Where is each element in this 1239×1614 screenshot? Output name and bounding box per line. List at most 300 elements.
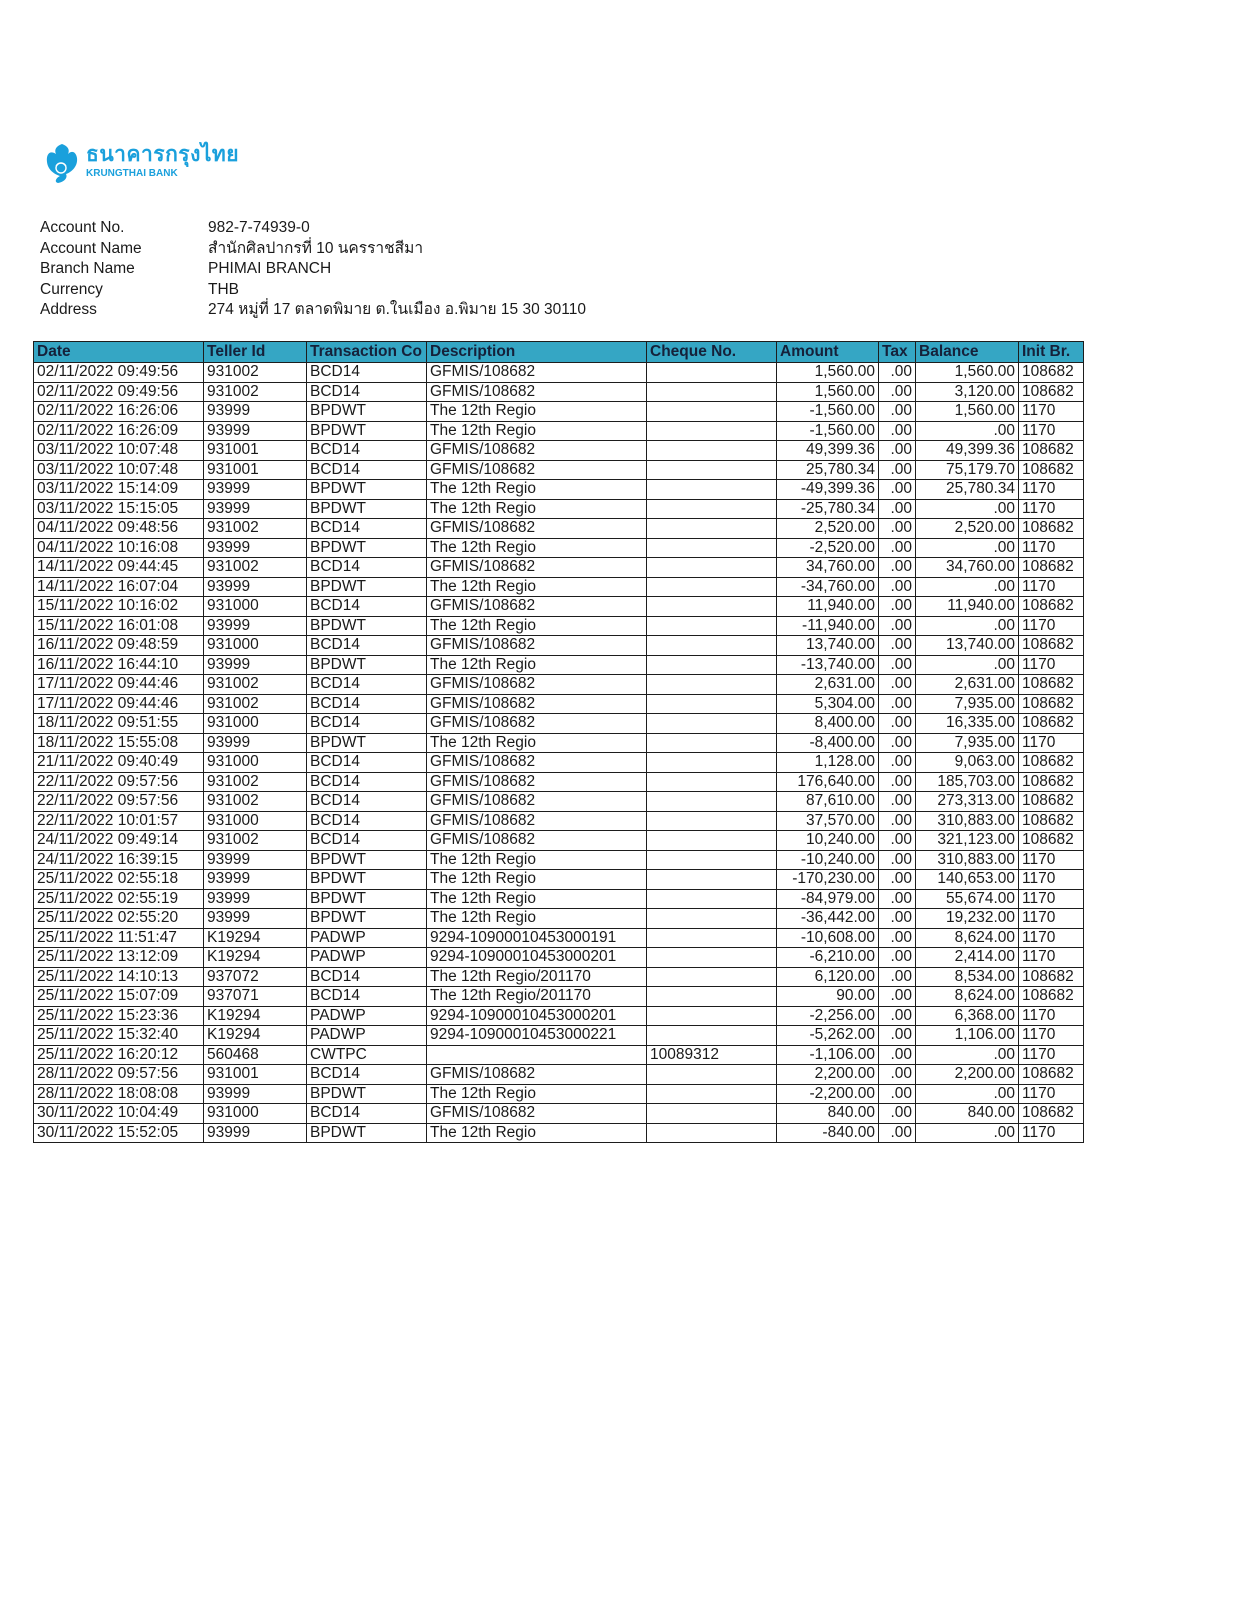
cell-balance: 6,368.00	[916, 1006, 1019, 1026]
table-row	[34, 772, 1084, 792]
cell-balance: 7,935.00	[916, 694, 1019, 714]
account-info	[40, 218, 586, 321]
cell-date: 02/11/2022 16:26:06	[34, 402, 204, 422]
cell-date: 02/11/2022 09:49:56	[34, 363, 204, 383]
cell-tax: .00	[879, 558, 916, 578]
cell-date: 03/11/2022 10:07:48	[34, 441, 204, 461]
currency-row	[40, 280, 586, 301]
table-row	[34, 967, 1084, 987]
cell-init-branch: 108682	[1019, 772, 1084, 792]
cell-teller-id: K19294	[204, 1026, 307, 1046]
cell-description: GFMIS/108682	[427, 714, 647, 734]
cell-description: GFMIS/108682	[427, 460, 647, 480]
cell-teller-id: 931002	[204, 363, 307, 383]
cell-date: 04/11/2022 09:48:56	[34, 519, 204, 539]
cell-date: 15/11/2022 16:01:08	[34, 616, 204, 636]
cell-balance: 1,560.00	[916, 402, 1019, 422]
cell-balance: 34,760.00	[916, 558, 1019, 578]
cell-transaction-code: BPDWT	[307, 402, 427, 422]
cell-tax: .00	[879, 987, 916, 1007]
cell-teller-id: 931001	[204, 460, 307, 480]
table-row	[34, 675, 1084, 695]
cell-description: The 12th Regio	[427, 870, 647, 890]
cell-tax: .00	[879, 889, 916, 909]
cell-tax: .00	[879, 382, 916, 402]
column-header-init-branch: Init Br.	[1019, 342, 1084, 363]
cell-init-branch: 108682	[1019, 753, 1084, 773]
table-row	[34, 519, 1084, 539]
cell-description: GFMIS/108682	[427, 831, 647, 851]
cell-transaction-code: BCD14	[307, 753, 427, 773]
cell-teller-id: 93999	[204, 577, 307, 597]
cell-init-branch: 108682	[1019, 441, 1084, 461]
cell-description: GFMIS/108682	[427, 519, 647, 539]
cell-cheque-no	[647, 967, 777, 987]
cell-description: GFMIS/108682	[427, 694, 647, 714]
cell-transaction-code: PADWP	[307, 948, 427, 968]
cell-tax: .00	[879, 870, 916, 890]
account-name-label: Account Name	[40, 239, 142, 257]
cell-date: 25/11/2022 16:20:12	[34, 1045, 204, 1065]
cell-description: GFMIS/108682	[427, 441, 647, 461]
cell-transaction-code: BCD14	[307, 967, 427, 987]
cell-transaction-code: BCD14	[307, 792, 427, 812]
cell-amount: 10,240.00	[777, 831, 879, 851]
cell-date: 04/11/2022 10:16:08	[34, 538, 204, 558]
cell-description: The 12th Regio	[427, 577, 647, 597]
cell-description: 9294-10900010453000191	[427, 928, 647, 948]
cell-cheque-no	[647, 772, 777, 792]
cell-init-branch: 108682	[1019, 363, 1084, 383]
cell-transaction-code: PADWP	[307, 1006, 427, 1026]
currency-value: THB	[208, 280, 239, 298]
cell-teller-id: K19294	[204, 928, 307, 948]
cell-date: 25/11/2022 02:55:20	[34, 909, 204, 929]
cell-transaction-code: BPDWT	[307, 577, 427, 597]
cell-tax: .00	[879, 519, 916, 539]
cell-init-branch: 1170	[1019, 577, 1084, 597]
cell-date: 30/11/2022 15:52:05	[34, 1123, 204, 1143]
cell-transaction-code: BCD14	[307, 1104, 427, 1124]
cell-amount: 87,610.00	[777, 792, 879, 812]
cell-teller-id: 931001	[204, 441, 307, 461]
cell-cheque-no	[647, 363, 777, 383]
cell-description: The 12th Regio	[427, 850, 647, 870]
address-value: 274 หมู่ที่ 17 ตลาดพิมาย ต.ในเมือง อ.พิมาย 15 30 30110	[208, 301, 586, 318]
cell-tax: .00	[879, 811, 916, 831]
cell-amount: -84,979.00	[777, 889, 879, 909]
cell-cheque-no	[647, 1104, 777, 1124]
cell-amount: 90.00	[777, 987, 879, 1007]
cell-date: 14/11/2022 16:07:04	[34, 577, 204, 597]
cell-transaction-code: BCD14	[307, 597, 427, 617]
table-row	[34, 1104, 1084, 1124]
cell-cheque-no	[647, 1006, 777, 1026]
cell-balance: .00	[916, 499, 1019, 519]
cell-description: GFMIS/108682	[427, 1104, 647, 1124]
table-row	[34, 499, 1084, 519]
cell-tax: .00	[879, 1045, 916, 1065]
cell-amount: 8,400.00	[777, 714, 879, 734]
cell-description: The 12th Regio	[427, 480, 647, 500]
cell-teller-id: 931000	[204, 597, 307, 617]
account-number-label: Account No.	[40, 219, 125, 236]
cell-cheque-no	[647, 577, 777, 597]
cell-amount: -5,262.00	[777, 1026, 879, 1046]
cell-init-branch: 1170	[1019, 889, 1084, 909]
bank-logo	[44, 140, 240, 190]
cell-teller-id: 93999	[204, 499, 307, 519]
cell-init-branch: 108682	[1019, 675, 1084, 695]
cell-transaction-code: BCD14	[307, 363, 427, 383]
cell-date: 22/11/2022 09:57:56	[34, 772, 204, 792]
cell-amount: -1,560.00	[777, 421, 879, 441]
cell-transaction-code: PADWP	[307, 1026, 427, 1046]
cell-balance: .00	[916, 421, 1019, 441]
cell-balance: 310,883.00	[916, 811, 1019, 831]
cell-date: 28/11/2022 09:57:56	[34, 1065, 204, 1085]
cell-balance: .00	[916, 616, 1019, 636]
cell-init-branch: 1170	[1019, 1026, 1084, 1046]
cell-amount: -6,210.00	[777, 948, 879, 968]
cell-balance: 3,120.00	[916, 382, 1019, 402]
cell-date: 24/11/2022 09:49:14	[34, 831, 204, 851]
cell-tax: .00	[879, 655, 916, 675]
cell-date: 25/11/2022 15:32:40	[34, 1026, 204, 1046]
cell-tax: .00	[879, 402, 916, 422]
cell-cheque-no	[647, 402, 777, 422]
cell-tax: .00	[879, 967, 916, 987]
cell-description: The 12th Regio/201170	[427, 967, 647, 987]
cell-tax: .00	[879, 675, 916, 695]
cell-description: GFMIS/108682	[427, 792, 647, 812]
cell-init-branch: 108682	[1019, 792, 1084, 812]
cell-tax: .00	[879, 831, 916, 851]
cell-description: GFMIS/108682	[427, 636, 647, 656]
cell-init-branch: 1170	[1019, 1045, 1084, 1065]
cell-balance: 2,520.00	[916, 519, 1019, 539]
table-row	[34, 1084, 1084, 1104]
transaction-rows	[34, 363, 1084, 1143]
cell-date: 15/11/2022 10:16:02	[34, 597, 204, 617]
cell-tax: .00	[879, 1065, 916, 1085]
cell-cheque-no	[647, 675, 777, 695]
cell-teller-id: 93999	[204, 870, 307, 890]
cell-amount: -49,399.36	[777, 480, 879, 500]
branch-name-value: PHIMAI BRANCH	[208, 260, 332, 277]
cell-amount: 2,631.00	[777, 675, 879, 695]
cell-init-branch: 108682	[1019, 636, 1084, 656]
cell-description: GFMIS/108682	[427, 811, 647, 831]
cell-tax: .00	[879, 694, 916, 714]
cell-init-branch: 108682	[1019, 694, 1084, 714]
cell-cheque-no	[647, 733, 777, 753]
cell-description: GFMIS/108682	[427, 363, 647, 383]
branch-name-row	[40, 259, 586, 280]
cell-amount: 13,740.00	[777, 636, 879, 656]
cell-init-branch: 108682	[1019, 831, 1084, 851]
cell-init-branch: 1170	[1019, 538, 1084, 558]
bank-name-thai: ธนาคารกรุงไทย	[86, 143, 240, 166]
cell-tax: .00	[879, 792, 916, 812]
table-row	[34, 558, 1084, 578]
cell-init-branch: 1170	[1019, 1084, 1084, 1104]
table-row	[34, 811, 1084, 831]
cell-teller-id: 93999	[204, 889, 307, 909]
column-header-teller-id: Teller Id	[204, 342, 307, 363]
column-header-transaction-code: Transaction Co	[307, 342, 427, 363]
cell-balance: 1,106.00	[916, 1026, 1019, 1046]
table-row	[34, 441, 1084, 461]
cell-teller-id: 93999	[204, 1084, 307, 1104]
cell-balance: .00	[916, 1045, 1019, 1065]
table-row	[34, 889, 1084, 909]
cell-balance: 8,534.00	[916, 967, 1019, 987]
cell-init-branch: 1170	[1019, 421, 1084, 441]
cell-transaction-code: BPDWT	[307, 733, 427, 753]
table-row	[34, 987, 1084, 1007]
table-row	[34, 909, 1084, 929]
cell-teller-id: 931002	[204, 382, 307, 402]
cell-cheque-no	[647, 480, 777, 500]
cell-description: The 12th Regio	[427, 421, 647, 441]
account-number-row	[40, 218, 586, 239]
cell-transaction-code: CWTPC	[307, 1045, 427, 1065]
cell-description: GFMIS/108682	[427, 772, 647, 792]
cell-teller-id: 93999	[204, 421, 307, 441]
cell-teller-id: 931000	[204, 1104, 307, 1124]
cell-amount: 49,399.36	[777, 441, 879, 461]
cell-init-branch: 1170	[1019, 616, 1084, 636]
cell-description: GFMIS/108682	[427, 1065, 647, 1085]
table-row	[34, 831, 1084, 851]
cell-amount: 34,760.00	[777, 558, 879, 578]
cell-cheque-no	[647, 421, 777, 441]
cell-teller-id: K19294	[204, 1006, 307, 1026]
cell-balance: 8,624.00	[916, 928, 1019, 948]
cell-cheque-no	[647, 1084, 777, 1104]
cell-balance: 185,703.00	[916, 772, 1019, 792]
cell-cheque-no	[647, 597, 777, 617]
cell-cheque-no	[647, 831, 777, 851]
cell-balance: 2,631.00	[916, 675, 1019, 695]
cell-date: 14/11/2022 09:44:45	[34, 558, 204, 578]
cell-init-branch: 1170	[1019, 909, 1084, 929]
cell-description: GFMIS/108682	[427, 382, 647, 402]
cell-balance: 2,414.00	[916, 948, 1019, 968]
cell-teller-id: 560468	[204, 1045, 307, 1065]
cell-teller-id: 931002	[204, 519, 307, 539]
cell-cheque-no	[647, 1065, 777, 1085]
cell-date: 25/11/2022 15:07:09	[34, 987, 204, 1007]
cell-description: The 12th Regio	[427, 1123, 647, 1143]
cell-description: The 12th Regio	[427, 616, 647, 636]
cell-tax: .00	[879, 1084, 916, 1104]
cell-date: 03/11/2022 10:07:48	[34, 460, 204, 480]
cell-tax: .00	[879, 714, 916, 734]
cell-teller-id: 931000	[204, 811, 307, 831]
cell-date: 03/11/2022 15:14:09	[34, 480, 204, 500]
cell-date: 25/11/2022 14:10:13	[34, 967, 204, 987]
cell-amount: -1,106.00	[777, 1045, 879, 1065]
cell-tax: .00	[879, 850, 916, 870]
cell-tax: .00	[879, 1104, 916, 1124]
cell-amount: 25,780.34	[777, 460, 879, 480]
cell-description: The 12th Regio	[427, 499, 647, 519]
cell-description: 9294-10900010453000221	[427, 1026, 647, 1046]
cell-tax: .00	[879, 460, 916, 480]
cell-transaction-code: BCD14	[307, 772, 427, 792]
cell-cheque-no	[647, 850, 777, 870]
cell-balance: 2,200.00	[916, 1065, 1019, 1085]
cell-init-branch: 1170	[1019, 499, 1084, 519]
cell-cheque-no	[647, 538, 777, 558]
cell-amount: 1,128.00	[777, 753, 879, 773]
cell-transaction-code: BPDWT	[307, 909, 427, 929]
cell-transaction-code: BCD14	[307, 558, 427, 578]
cell-cheque-no	[647, 694, 777, 714]
cell-transaction-code: BCD14	[307, 811, 427, 831]
address-row	[40, 300, 586, 321]
cell-cheque-no	[647, 499, 777, 519]
cell-teller-id: 93999	[204, 480, 307, 500]
cell-date: 02/11/2022 16:26:09	[34, 421, 204, 441]
cell-tax: .00	[879, 753, 916, 773]
cell-tax: .00	[879, 421, 916, 441]
cell-teller-id: 93999	[204, 850, 307, 870]
cell-description: GFMIS/108682	[427, 675, 647, 695]
cell-amount: -840.00	[777, 1123, 879, 1143]
cell-tax: .00	[879, 499, 916, 519]
cell-teller-id: 93999	[204, 909, 307, 929]
cell-amount: 37,570.00	[777, 811, 879, 831]
cell-amount: -10,240.00	[777, 850, 879, 870]
cell-cheque-no	[647, 948, 777, 968]
cell-transaction-code: BPDWT	[307, 1123, 427, 1143]
cell-cheque-no	[647, 987, 777, 1007]
cell-description: GFMIS/108682	[427, 558, 647, 578]
cell-balance: 49,399.36	[916, 441, 1019, 461]
cell-cheque-no	[647, 792, 777, 812]
cell-description: The 12th Regio	[427, 402, 647, 422]
table-row	[34, 714, 1084, 734]
cell-cheque-no	[647, 382, 777, 402]
cell-amount: -11,940.00	[777, 616, 879, 636]
cell-description: The 12th Regio	[427, 538, 647, 558]
cell-teller-id: 937072	[204, 967, 307, 987]
cell-teller-id: 931002	[204, 772, 307, 792]
cell-tax: .00	[879, 597, 916, 617]
cell-date: 18/11/2022 15:55:08	[34, 733, 204, 753]
branch-name-label: Branch Name	[40, 260, 135, 277]
cell-transaction-code: BCD14	[307, 675, 427, 695]
cell-transaction-code: BCD14	[307, 694, 427, 714]
cell-init-branch: 108682	[1019, 597, 1084, 617]
cell-amount: -10,608.00	[777, 928, 879, 948]
cell-balance: 8,624.00	[916, 987, 1019, 1007]
cell-cheque-no	[647, 558, 777, 578]
cell-teller-id: 93999	[204, 1123, 307, 1143]
cell-amount: 6,120.00	[777, 967, 879, 987]
cell-cheque-no	[647, 519, 777, 539]
table-row	[34, 460, 1084, 480]
cell-teller-id: 93999	[204, 733, 307, 753]
cell-description: The 12th Regio	[427, 909, 647, 929]
cell-date: 03/11/2022 15:15:05	[34, 499, 204, 519]
cell-transaction-code: BCD14	[307, 460, 427, 480]
cell-date: 28/11/2022 18:08:08	[34, 1084, 204, 1104]
cell-teller-id: 937071	[204, 987, 307, 1007]
bank-name-english: KRUNGTHAI BANK	[86, 168, 178, 179]
cell-date: 16/11/2022 16:44:10	[34, 655, 204, 675]
cell-description: 9294-10900010453000201	[427, 948, 647, 968]
cell-date: 22/11/2022 10:01:57	[34, 811, 204, 831]
garuda-logo-icon	[44, 142, 80, 184]
cell-amount: -170,230.00	[777, 870, 879, 890]
column-header-date: Date	[34, 342, 204, 363]
cell-balance: 19,232.00	[916, 909, 1019, 929]
cell-teller-id: 931002	[204, 558, 307, 578]
table-row	[34, 792, 1084, 812]
cell-amount: -34,760.00	[777, 577, 879, 597]
cell-teller-id: 931002	[204, 792, 307, 812]
cell-init-branch: 1170	[1019, 733, 1084, 753]
cell-description: The 12th Regio/201170	[427, 987, 647, 1007]
cell-tax: .00	[879, 909, 916, 929]
cell-amount: 1,560.00	[777, 382, 879, 402]
cell-description	[427, 1045, 647, 1065]
cell-tax: .00	[879, 480, 916, 500]
cell-cheque-no	[647, 1026, 777, 1046]
address-label: Address	[40, 301, 97, 318]
cell-cheque-no	[647, 928, 777, 948]
cell-balance: .00	[916, 577, 1019, 597]
table-row	[34, 948, 1084, 968]
cell-teller-id: 93999	[204, 402, 307, 422]
cell-teller-id: 93999	[204, 655, 307, 675]
cell-init-branch: 1170	[1019, 850, 1084, 870]
cell-init-branch: 108682	[1019, 987, 1084, 1007]
cell-date: 16/11/2022 09:48:59	[34, 636, 204, 656]
cell-cheque-no: 10089312	[647, 1045, 777, 1065]
cell-amount: -25,780.34	[777, 499, 879, 519]
cell-description: The 12th Regio	[427, 1084, 647, 1104]
cell-balance: 55,674.00	[916, 889, 1019, 909]
cell-amount: 2,520.00	[777, 519, 879, 539]
cell-balance: .00	[916, 1123, 1019, 1143]
cell-balance: 13,740.00	[916, 636, 1019, 656]
cell-tax: .00	[879, 733, 916, 753]
cell-balance: 273,313.00	[916, 792, 1019, 812]
cell-description: The 12th Regio	[427, 733, 647, 753]
cell-transaction-code: BCD14	[307, 714, 427, 734]
cell-tax: .00	[879, 772, 916, 792]
cell-tax: .00	[879, 363, 916, 383]
cell-init-branch: 108682	[1019, 519, 1084, 539]
cell-cheque-no	[647, 753, 777, 773]
cell-init-branch: 1170	[1019, 948, 1084, 968]
cell-init-branch: 108682	[1019, 1104, 1084, 1124]
cell-amount: -2,256.00	[777, 1006, 879, 1026]
cell-cheque-no	[647, 655, 777, 675]
column-header-amount: Amount	[777, 342, 879, 363]
cell-cheque-no	[647, 636, 777, 656]
cell-balance: 25,780.34	[916, 480, 1019, 500]
cell-init-branch: 108682	[1019, 558, 1084, 578]
cell-transaction-code: BPDWT	[307, 870, 427, 890]
cell-init-branch: 1170	[1019, 402, 1084, 422]
cell-balance: .00	[916, 1084, 1019, 1104]
